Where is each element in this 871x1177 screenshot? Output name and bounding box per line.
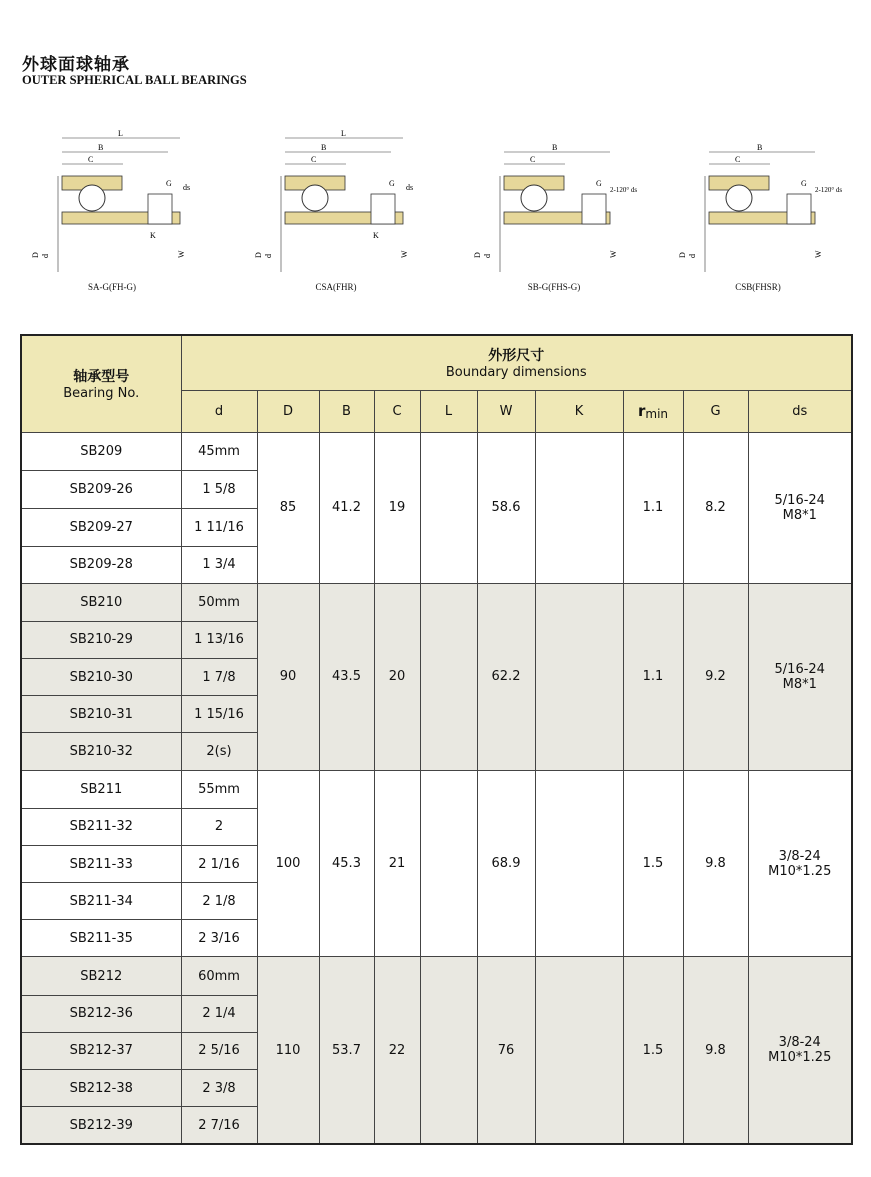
- diagram-caption-3: SB-G(FHS-G): [527, 282, 581, 292]
- label-G: G: [596, 179, 602, 188]
- cell-W: 76: [477, 957, 535, 1144]
- label-angle: 2-120° ds: [815, 186, 843, 194]
- label-D: D: [254, 252, 263, 258]
- col-B: B: [319, 390, 374, 432]
- label-ds: ds: [183, 183, 191, 192]
- table-row-model: SB211-35: [21, 920, 181, 957]
- table-row-d: 1 15/16: [181, 696, 257, 733]
- cell-B: 53.7: [319, 957, 374, 1144]
- table-row-d: 55mm: [181, 770, 257, 808]
- table-row-d: 2 1/8: [181, 883, 257, 920]
- cell-B: 41.2: [319, 432, 374, 583]
- cell-rmin: 1.5: [623, 770, 683, 957]
- table-row-model: SB212-36: [21, 995, 181, 1032]
- label-K: K: [150, 231, 156, 240]
- cell-L: [420, 432, 477, 583]
- dims-header: [181, 335, 852, 390]
- table-row-d: 1 13/16: [181, 621, 257, 658]
- cell-ds: 5/16-24 M8*1: [748, 432, 852, 583]
- label-W: W: [400, 250, 409, 258]
- table-row-model: SB209: [21, 432, 181, 470]
- table-row-model: SB210-31: [21, 696, 181, 733]
- model-header-en: Bearing No.: [63, 386, 140, 402]
- table-row-d: 1 5/8: [181, 471, 257, 509]
- table-row-model: SB210-29: [21, 621, 181, 658]
- label-d: d: [688, 254, 697, 258]
- label-C: C: [735, 155, 741, 164]
- table-row-d: 2: [181, 808, 257, 845]
- table-row-model: SB209-27: [21, 509, 181, 546]
- label-d: d: [264, 254, 273, 258]
- col-G: G: [683, 390, 748, 432]
- col-L: L: [420, 390, 477, 432]
- diagram-caption-1: SA-G(FH-G): [88, 282, 136, 292]
- cell-rmin: 1.5: [623, 957, 683, 1144]
- label-L: L: [341, 129, 346, 138]
- cell-C: 21: [374, 770, 420, 957]
- table-row-model: SB211-32: [21, 808, 181, 845]
- col-W: W: [477, 390, 535, 432]
- cell-D: 110: [257, 957, 319, 1144]
- cell-L: [420, 583, 477, 770]
- diagram-sa-g: [28, 126, 198, 276]
- bearing-spec-table: [20, 334, 853, 1145]
- table-row-model: SB210-32: [21, 733, 181, 770]
- model-header: [21, 335, 181, 432]
- label-W: W: [177, 250, 186, 258]
- table-row-d: 2 1/4: [181, 995, 257, 1032]
- table-row-d: 2 3/8: [181, 1069, 257, 1106]
- label-B: B: [552, 143, 558, 152]
- table-row-d: 2 5/16: [181, 1032, 257, 1069]
- label-D: D: [678, 252, 687, 258]
- cell-G: 8.2: [683, 432, 748, 583]
- cell-K: [535, 432, 623, 583]
- diagram-caption-4: CSB(FHSR): [735, 282, 781, 292]
- cell-ds: 3/8-24 M10*1.25: [748, 957, 852, 1144]
- col-ds: ds: [748, 390, 852, 432]
- table-row-model: SB211-33: [21, 845, 181, 882]
- cell-B: 43.5: [319, 583, 374, 770]
- cell-L: [420, 957, 477, 1144]
- table-row-d: 2 3/16: [181, 920, 257, 957]
- col-K: K: [535, 390, 623, 432]
- diagram-caption-2: CSA(FHR): [315, 282, 357, 292]
- col-rmin: $r_{min}$: [623, 390, 683, 432]
- cell-W: 58.6: [477, 432, 535, 583]
- col-d: d: [181, 390, 257, 432]
- cell-G: 9.2: [683, 583, 748, 770]
- label-W: W: [814, 250, 823, 258]
- diagram-sb-g: [470, 126, 640, 276]
- cell-C: 22: [374, 957, 420, 1144]
- model-header-cn: 轴承型号: [73, 369, 130, 386]
- table-row-model: SB212-37: [21, 1032, 181, 1069]
- cell-G: 9.8: [683, 770, 748, 957]
- label-angle: 2-120° ds: [610, 186, 638, 194]
- label-B: B: [757, 143, 763, 152]
- diagram-csb: [675, 126, 855, 276]
- cell-K: [535, 957, 623, 1144]
- label-G: G: [801, 179, 807, 188]
- label-D: D: [31, 252, 40, 258]
- table-row-model: SB211: [21, 770, 181, 808]
- page-title-en: OUTER SPHERICAL BALL BEARINGS: [22, 73, 247, 87]
- cell-K: [535, 583, 623, 770]
- table-row-model: SB212: [21, 957, 181, 995]
- cell-C: 19: [374, 432, 420, 583]
- cell-W: 68.9: [477, 770, 535, 957]
- label-L: L: [118, 129, 123, 138]
- table-row-model: SB209-26: [21, 471, 181, 509]
- diagram-csa: [251, 126, 421, 276]
- table-row-model: SB210-30: [21, 659, 181, 696]
- cell-D: 90: [257, 583, 319, 770]
- cell-D: 100: [257, 770, 319, 957]
- dims-header-cn: 外形尺寸: [488, 348, 545, 365]
- cell-ds: 5/16-24 M8*1: [748, 583, 852, 770]
- cell-W: 62.2: [477, 583, 535, 770]
- label-W: W: [609, 250, 618, 258]
- table-row-d: 45mm: [181, 432, 257, 470]
- col-C: C: [374, 390, 420, 432]
- table-row-model: SB209-28: [21, 546, 181, 583]
- cell-rmin: 1.1: [623, 583, 683, 770]
- cell-C: 20: [374, 583, 420, 770]
- page-title-cn: 外球面球轴承: [22, 55, 130, 75]
- label-D: D: [473, 252, 482, 258]
- cell-ds: 3/8-24 M10*1.25: [748, 770, 852, 957]
- table-row-d: 1 3/4: [181, 546, 257, 583]
- label-C: C: [311, 155, 317, 164]
- label-G: G: [166, 179, 172, 188]
- cell-K: [535, 770, 623, 957]
- cell-B: 45.3: [319, 770, 374, 957]
- label-G: G: [389, 179, 395, 188]
- table-row-d: 1 11/16: [181, 509, 257, 546]
- label-C: C: [530, 155, 536, 164]
- dims-header-en: Boundary dimensions: [445, 365, 587, 381]
- cell-rmin: 1.1: [623, 432, 683, 583]
- table-row-d: 2 1/16: [181, 845, 257, 882]
- label-B: B: [321, 143, 327, 152]
- table-row-d: 2(s): [181, 733, 257, 770]
- label-d: d: [41, 254, 50, 258]
- cell-D: 85: [257, 432, 319, 583]
- table-row-d: 60mm: [181, 957, 257, 995]
- table-row-d: 2 7/16: [181, 1107, 257, 1144]
- label-B: B: [98, 143, 104, 152]
- label-C: C: [88, 155, 94, 164]
- table-row-model: SB211-34: [21, 883, 181, 920]
- table-row-model: SB210: [21, 583, 181, 621]
- table-row-model: SB212-39: [21, 1107, 181, 1144]
- label-ds: ds: [406, 183, 414, 192]
- table-row-d: 50mm: [181, 583, 257, 621]
- cell-G: 9.8: [683, 957, 748, 1144]
- col-D: D: [257, 390, 319, 432]
- table-row-d: 1 7/8: [181, 659, 257, 696]
- label-d: d: [483, 254, 492, 258]
- cell-L: [420, 770, 477, 957]
- label-K: K: [373, 231, 379, 240]
- table-row-model: SB212-38: [21, 1069, 181, 1106]
